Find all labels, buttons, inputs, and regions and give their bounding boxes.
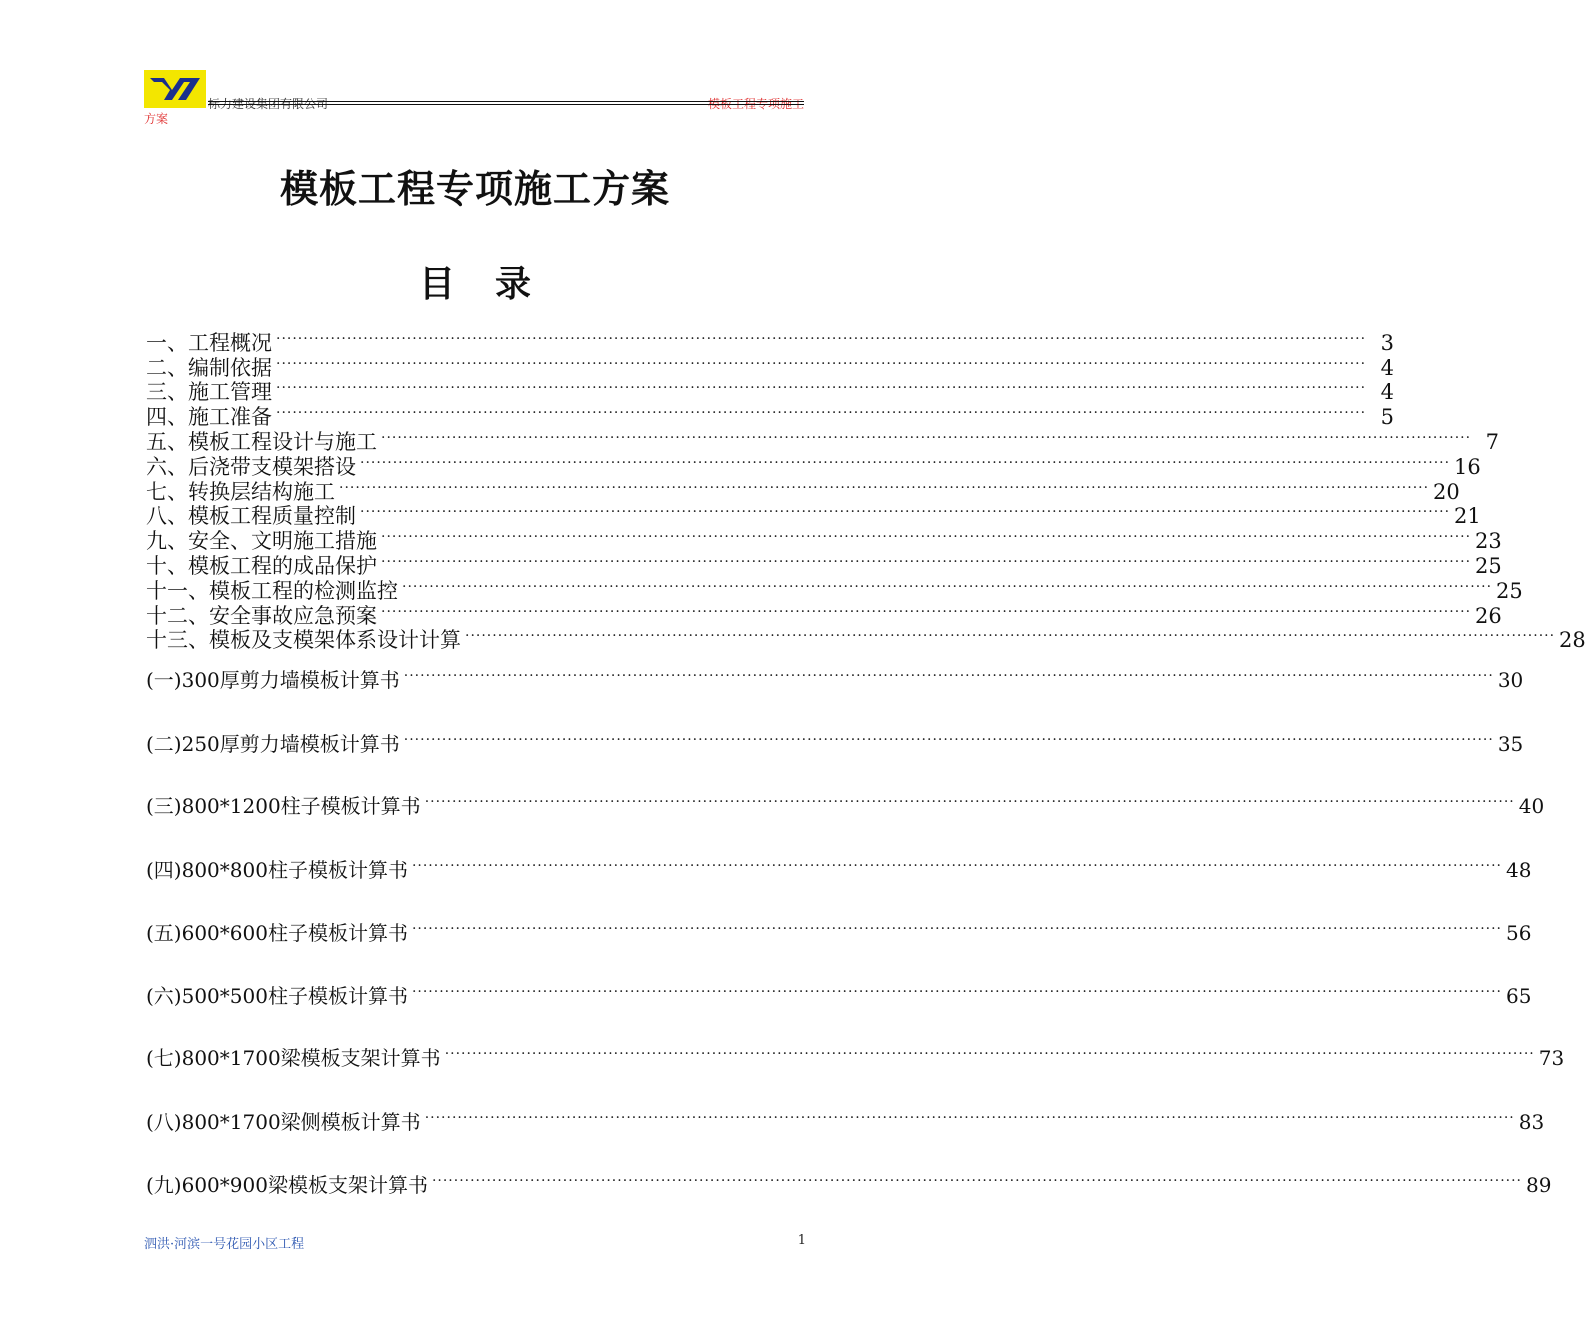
toc-leader-dots: ········································································································································································································ bbox=[276, 330, 1367, 347]
toc-entry[interactable] bbox=[146, 1106, 1545, 1134]
toc-entry[interactable] bbox=[146, 1042, 1565, 1070]
toc-leader-dots: ········································································································································································································ bbox=[431, 1173, 1522, 1189]
toc-entry-label: (七)800*1700梁模板支架计算书 bbox=[146, 1046, 441, 1070]
toc-sub-entry-wrap bbox=[146, 980, 1532, 1008]
toc-entry-page: 26 bbox=[1475, 603, 1502, 628]
toc-sub-entry-wrap bbox=[146, 1042, 1565, 1070]
header-rule-second bbox=[208, 104, 804, 105]
toc-leader-dots: ········································································································································································································ bbox=[403, 732, 1494, 748]
toc-entry-label: (二)250厚剪力墙模板计算书 bbox=[146, 732, 400, 756]
toc-entry-label: 九、安全、文明施工措施 bbox=[146, 529, 377, 554]
toc-entry-label: (一)300厚剪力墙模板计算书 bbox=[146, 668, 400, 692]
toc-entry-page: 28 bbox=[1559, 628, 1586, 653]
toc-entry[interactable] bbox=[146, 980, 1532, 1008]
toc-entry-page: 56 bbox=[1506, 921, 1532, 945]
toc-entry[interactable] bbox=[146, 790, 1545, 818]
toc-entry-page: 4 bbox=[1380, 380, 1395, 405]
toc-entry-page: 40 bbox=[1518, 794, 1545, 818]
company-logo bbox=[144, 70, 206, 108]
toc-entry-label: (九)600*900梁模板支架计算书 bbox=[146, 1173, 428, 1197]
toc-heading-char: 目 bbox=[418, 263, 455, 305]
toc-leader-dots: ········································································································································································································ bbox=[444, 1046, 1535, 1062]
toc-leader-dots: ········································································································································································································ bbox=[360, 504, 1451, 521]
toc-main-list bbox=[146, 330, 1586, 653]
toc-sub-entry-wrap bbox=[146, 664, 1524, 692]
toc-leader-dots: ········································································································································································································ bbox=[403, 668, 1494, 684]
toc-sub-entry-wrap bbox=[146, 728, 1524, 756]
toc-entry-page: 25 bbox=[1475, 553, 1502, 578]
toc-entry-page: 23 bbox=[1475, 529, 1502, 554]
toc-sub-entry-wrap bbox=[146, 1169, 1552, 1197]
toc-entry-page: 83 bbox=[1518, 1110, 1545, 1134]
page-title: 模板工程专项施工方案 bbox=[279, 166, 670, 211]
logo-mark-icon bbox=[144, 70, 206, 108]
toc-entry-label: 四、施工准备 bbox=[146, 405, 272, 430]
toc-entry[interactable] bbox=[146, 1169, 1552, 1197]
toc-entry-label: (四)800*800柱子模板计算书 bbox=[146, 858, 408, 882]
toc-entry-page: 3 bbox=[1380, 330, 1395, 355]
toc-entry-label: 二、编制依据 bbox=[146, 355, 272, 380]
toc-entry-page: 21 bbox=[1454, 504, 1481, 529]
toc-entry-page: 30 bbox=[1497, 668, 1524, 692]
toc-entry-page: 65 bbox=[1506, 984, 1532, 1008]
toc-sub-entry-wrap bbox=[146, 917, 1532, 945]
toc-leader-dots: ········································································································································································································ bbox=[411, 984, 1502, 1000]
toc-leader-dots: ········································································································································································································ bbox=[339, 479, 1430, 496]
toc-leader-dots: ········································································································································································································ bbox=[424, 794, 1515, 810]
toc-leader-dots: ········································································································································································································ bbox=[276, 355, 1367, 372]
toc-entry-label: 十、模板工程的成品保护 bbox=[146, 553, 377, 578]
toc-entry-label: (五)600*600柱子模板计算书 bbox=[146, 921, 408, 945]
toc-entry[interactable] bbox=[146, 917, 1532, 945]
toc-entry-label: (六)500*500柱子模板计算书 bbox=[146, 984, 408, 1008]
toc-entry-label: 十一、模板工程的检测监控 bbox=[146, 578, 398, 603]
header-doc-title-wrap: 方案 bbox=[144, 112, 169, 126]
toc-entry-label: 八、模板工程质量控制 bbox=[146, 504, 356, 529]
toc-leader-dots: ········································································································································································································ bbox=[381, 529, 1472, 546]
toc-entry-label: 七、转换层结构施工 bbox=[146, 479, 335, 504]
toc-leader-dots: ········································································································································································································ bbox=[465, 628, 1556, 645]
toc-entry-page: 7 bbox=[1485, 429, 1500, 454]
toc-leader-dots: ········································································································································································································ bbox=[424, 1110, 1515, 1126]
toc-leader-dots: ········································································································································································································ bbox=[381, 553, 1472, 570]
toc-leader-dots: ········································································································································································································ bbox=[411, 921, 1502, 937]
toc-leader-dots: ········································································································································································································ bbox=[411, 858, 1502, 874]
header-rule bbox=[208, 101, 804, 102]
toc-entry-label: 三、施工管理 bbox=[146, 380, 272, 405]
toc-entry-label: 六、后浇带支模架搭设 bbox=[146, 454, 356, 479]
toc-entry-label: 五、模板工程设计与施工 bbox=[146, 429, 377, 454]
toc-sub-entry-wrap bbox=[146, 1106, 1545, 1134]
toc-entry-label: (三)800*1200柱子模板计算书 bbox=[146, 794, 421, 818]
toc-entry-page: 16 bbox=[1454, 454, 1481, 479]
toc-leader-dots: ········································································································································································································ bbox=[360, 454, 1451, 471]
company-name: 标力建设集团有限公司 bbox=[208, 97, 329, 111]
toc-entry-page: 4 bbox=[1380, 355, 1395, 380]
toc-leader-dots: ········································································································································································································ bbox=[276, 380, 1367, 397]
toc-entry[interactable] bbox=[146, 854, 1532, 882]
toc-entry-label: 一、工程概况 bbox=[146, 330, 272, 355]
toc-sub-entry-wrap bbox=[146, 790, 1545, 818]
footer-project: 泗洪·河滨一号花园小区工程 bbox=[144, 1237, 305, 1252]
toc-entry-label: 十二、安全事故应急预案 bbox=[146, 603, 377, 628]
toc-entry-page: 73 bbox=[1538, 1046, 1565, 1070]
toc-entry-page: 89 bbox=[1526, 1173, 1552, 1197]
header-doc-title: 模板工程专项施工 bbox=[707, 97, 804, 111]
toc-entry-page: 25 bbox=[1496, 578, 1523, 603]
toc-sub-entry-wrap bbox=[146, 854, 1532, 882]
footer-page-number: 1 bbox=[797, 1233, 806, 1248]
toc-entry-label: (八)800*1700梁侧模板计算书 bbox=[146, 1110, 421, 1134]
toc-leader-dots: ········································································································································································································ bbox=[381, 603, 1472, 620]
toc-leader-dots: ········································································································································································································ bbox=[402, 578, 1493, 595]
toc-entry[interactable] bbox=[146, 628, 1586, 653]
toc-entry-page: 20 bbox=[1433, 479, 1460, 504]
toc-leader-dots: ········································································································································································································ bbox=[276, 405, 1367, 422]
toc-heading bbox=[0, 256, 950, 307]
toc-entry-label: 十三、模板及支模架体系设计计算 bbox=[146, 628, 461, 653]
toc-entry-page: 48 bbox=[1506, 858, 1532, 882]
toc-entry[interactable] bbox=[146, 664, 1524, 692]
toc-leader-dots: ········································································································································································································ bbox=[381, 429, 1472, 446]
toc-entry-page: 35 bbox=[1497, 732, 1524, 756]
toc-entry-page: 5 bbox=[1380, 405, 1395, 430]
toc-heading-char: 录 bbox=[495, 263, 532, 305]
toc-entry[interactable] bbox=[146, 728, 1524, 756]
